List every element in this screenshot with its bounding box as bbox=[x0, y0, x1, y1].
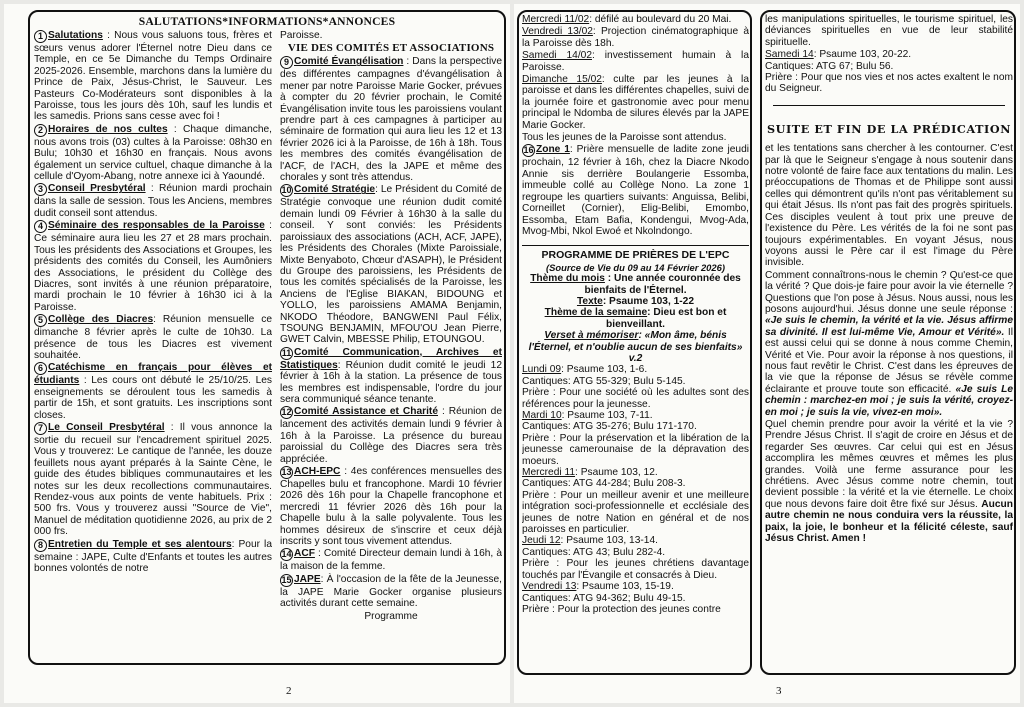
zone-text: : Prière mensuelle de ladite zone jeudi prochain, 12 février à 16h, chez la Diacre Nkodo Annie sis derrière Boulangerie Essomba, immeuble collé au Collège Nono. La zone 1 regroupe les quartiers suivants: Anguissa, Belibi, Corneillet (Cornier), Elig-Belibi, Emombo, Essomba, Etam Bafia, Kondengui, Mvog-Ada, Mvog-Mbi, Nkol Ewoé et Nkolndongo. bbox=[522, 144, 749, 237]
schedule-entry bbox=[522, 26, 749, 49]
week-theme-value: : Dieu est bon et bienveillant. bbox=[606, 307, 727, 330]
item-title: Collège des Diacres bbox=[48, 314, 154, 326]
prayer-day-label: Samedi 14 bbox=[765, 49, 814, 61]
item-title: Comité Assistance et Charité bbox=[294, 406, 438, 418]
schedule-text: : Projection cinématographique à la Paroisse dès 18h. bbox=[522, 26, 749, 49]
prayer-day-label: Vendredi 13 bbox=[522, 581, 577, 593]
text-reference bbox=[522, 296, 749, 307]
item-number: 1 bbox=[34, 30, 47, 43]
prayer-day-label: Mercredi 11 bbox=[522, 467, 576, 479]
prayer-day-priere: Prière : Pour les jeunes chrétiens davantage touchés par l'Évangile et consacrés à Dieu. bbox=[522, 558, 749, 581]
prayer-day-cantiques: Cantiques: ATG 55-329; Bulu 5-145. bbox=[522, 375, 686, 387]
prayer-day bbox=[522, 535, 749, 581]
prayer-programme-title: PROGRAMME DE PRIÈRES DE L'EPC bbox=[541, 249, 730, 262]
item-text: : Réunion mensuelle ce dimanche 8 février après le culte de 10h30. La présence de tous les Diacres est vivement souhaitée. bbox=[34, 314, 272, 361]
zone-title: Zone 1 bbox=[536, 144, 570, 156]
schedule-entry bbox=[522, 14, 749, 25]
sermon-paragraph-1: et les tentations sans chercher à les contourner. C'est par là que le Seigneur s'engage à nous soutenir dans notre volonté de faire face aux tentations du malin. Les préoccupations de Thomas et de Philippe sont aussi celles qui démontrent qu'ils n'ont pas véritablement su qui était Jésus. Ils n'ont pas fait des progrès spirituels. Ces disciples veulent à tout prix une preuve de l'existence du Père. Les vérités de la foi ne sont pas toujours expérimentables. En voyant Jésus, nous voyons aussi le Père car il est l'image du Père invisible. bbox=[765, 143, 1013, 269]
item-text: : Nous vous saluons tous, frères et sœurs venus adorer l'Éternel notre Dieu dans ce Temple, en ce 5e Dimanche du Temps Ordinaire 2025-2026. Ensemble, marchons dans la lumière du Prince de Paix, Jésus-Christ, le Sauveur. Les Pasteurs Co-Modérateurs sont disponibles à la Paroisse, tous les jours dès 10h, sauf les lundis et les samedis. Prions sans cesse avec foi ! bbox=[34, 30, 272, 123]
page-3 bbox=[514, 4, 1020, 703]
announcement-item bbox=[34, 539, 272, 575]
announcement-item bbox=[34, 30, 272, 123]
month-theme-value: : Une année couronnée des bienfaits de l'Éternel. bbox=[584, 273, 741, 296]
sermon-frame bbox=[760, 10, 1016, 675]
announcement-item bbox=[280, 466, 502, 547]
prayer-day-label: Jeudi 12 bbox=[522, 535, 561, 547]
committees-heading: VIE DES COMITÉS ET ASSOCIATIONS bbox=[287, 42, 495, 55]
text-value: : Psaume 103, 1-22 bbox=[602, 295, 695, 307]
page-number-2: 2 bbox=[286, 685, 292, 697]
week-theme-label: Thème de la semaine bbox=[544, 307, 648, 319]
announcement-item bbox=[34, 220, 272, 313]
sermon-paragraph-2 bbox=[765, 270, 1013, 418]
youth-week-schedule bbox=[522, 14, 749, 131]
schedule-frame bbox=[517, 10, 752, 675]
announcement-item bbox=[34, 362, 272, 421]
month-theme-label: Thème du mois bbox=[530, 273, 605, 285]
sermon-title: SUITE ET FIN DE LA PRÉDICATION bbox=[766, 121, 1012, 136]
announcement-item bbox=[280, 347, 502, 406]
week-theme bbox=[522, 307, 749, 330]
announcement-item bbox=[280, 406, 502, 465]
item-number: 6 bbox=[34, 362, 47, 375]
sermon-quote-2: «Je suis Le chemin : marchez-en moi ; je suis la vérité, croyez-en moi ; je suis la vie, vivez-en moi». bbox=[765, 383, 1013, 418]
announcements-frame bbox=[28, 10, 506, 665]
item-text: : À l'occasion de la fête de la Jeunesse, la JAPE Marie Gocker organise plusieurs activités durant cette semaine. bbox=[280, 573, 502, 610]
paroisse-continuation: Paroisse. bbox=[280, 30, 323, 41]
prayer-day-samedi bbox=[765, 49, 1013, 95]
prayer-day bbox=[522, 410, 749, 467]
item-text: : Chaque dimanche, nous avons trois (03) cultes à la Paroisse: 08h30 en Bulu; 10h30 et 16h30 en français. Nous avons également un service cultuel, chaque dimanche à la cellule d'Oyom-Abang, notre annexe ici à Yaoundé. bbox=[34, 123, 272, 183]
item-text: : Dans la perspective des différentes campagnes d'évangélisation à mener par notre Paroisse Marie Gocker, prévues à compter du 20 février prochain, le Comité Évangélisation invite tous les paroissiens voulant prendre part à ces campagnes à participer au séminaire de formation qui aura lieu les 12 et 13 février 2026 ici à la Paroisse, de 16h à 18h. Tous les membres des comités évangélisation de l'ACF, de l'ACH, des la JAPE et même des chorales y sont très attendus. bbox=[280, 56, 502, 184]
sermon-paragraph-3 bbox=[765, 419, 1013, 544]
item-text: : 4es conférences mensuelles des Chapelles bulu et francophone. Mardi 10 février 2026 dès 16h pour la Chapelle francophone et mercredi 11 février 2026 dès 16h pour la Chapelle bulu à la salle polyvalente. Tous les hommes désireux de s'inscrire et ceux déjà inscrits y sont tous vivement attendus. bbox=[280, 466, 502, 548]
item-number: 9 bbox=[280, 56, 293, 69]
announcement-item bbox=[34, 183, 272, 219]
item-number: 15 bbox=[281, 574, 292, 585]
prayer-day-psalm: : Psaume 103, 13-14. bbox=[560, 535, 658, 547]
item-number: 4 bbox=[34, 220, 47, 233]
prayer-day-cantiques: Cantiques: ATG 35-276; Bulu 171-170. bbox=[522, 421, 697, 433]
page-number-3: 3 bbox=[776, 685, 782, 697]
item-title: Salutations bbox=[48, 30, 103, 41]
item-title: ACF bbox=[294, 548, 315, 560]
item-text: : Pour la semaine : JAPE, Culte d'Enfants et toutes les autres bonnes volontés de notre bbox=[34, 538, 272, 575]
prayer-day bbox=[522, 364, 749, 410]
sermon-conclusion: Aucun autre chemin ne nous conduira vers la réussite, la paix, la joie, le bonheur et la félicité céleste, sauf Jésus Christ. Amen ! bbox=[765, 498, 1013, 545]
prayer-day-cantiques: Cantiques: ATG 94-362; Bulu 49-15. bbox=[522, 592, 686, 604]
item-number: 14 bbox=[281, 549, 292, 560]
item-text: : Ce séminaire aura lieu les 27 et 28 mars prochain. Tous les présidents des Associations et Groupes, les présidents des comités du Conseil, les Aumôniers des Associations, le président du Collège des Diacres, sont invités à une réunion préparatoire, mardi prochain le 10 février à 16h30 ici à la Paroisse. bbox=[34, 220, 272, 313]
prayer-day-priere: Prière : Pour un meilleur avenir et une meilleure intégration soci-professionnelle et ecclésiale des jeunes de notre Nation en général et de nos paroisses en particulier. bbox=[522, 489, 749, 536]
item-title: Comité Stratégie bbox=[294, 184, 376, 196]
programme-footer: Programme bbox=[364, 610, 418, 622]
item-text: : Réunion dudit comité le jeudi 12 février à 16h à la station. La présence de tous les membres est indispensable, l'ordre du jour sera communiqué séance tenante. bbox=[280, 359, 502, 405]
committees-list bbox=[280, 56, 502, 609]
item-text: : Comité Directeur demain lundi à 16h, à la maison de la femme. bbox=[280, 548, 502, 573]
schedule-text: : investissement humain à la Paroisse. bbox=[522, 50, 749, 73]
announcements-left-column bbox=[34, 30, 272, 662]
schedule-day: Mercredi 11/02 bbox=[522, 14, 590, 25]
memory-verse-value: : «Mon âme, bénis l'Éternel, et n'oublie aucun de ses bienfaits» v.2 bbox=[528, 330, 743, 364]
sermon-column bbox=[765, 14, 1013, 672]
prayer-day-priere: Prière : Pour que nos vies et nos actes exaltent le nom du Seigneur. bbox=[765, 72, 1013, 95]
schedule-text: : défilé au boulevard du 20 Mai. bbox=[589, 14, 732, 25]
announcements-right-column bbox=[280, 30, 502, 662]
item-title: JAPE bbox=[294, 573, 321, 585]
item-text: : Réunion de lancement des activités demain lundi 9 février à 16h à la Paroisse. La présence du bureau paroissial du Collège des Diacres sera très appréciée. bbox=[280, 406, 502, 465]
prayer-day-psalm: : Psaume 103, 20-22. bbox=[813, 49, 912, 61]
item-text: : Les cours ont débuté le 25/10/25. Les enseignements se déroulent tous les samedis à partir de 15h, et sont gratuits. Les inscriptions sont closes. bbox=[34, 375, 272, 421]
announcement-item bbox=[280, 574, 502, 610]
item-title: ACH-EPC bbox=[294, 466, 341, 477]
prayer-day-psalm: : Psaume 103, 1-6. bbox=[561, 364, 648, 376]
sermon-paragraph-2b: Il est aussi celui qui se donne à nous comme Chemin, Vérité et Vie. Pour avoir la réponse à nos questions, il nous faut revêtir le Christ. C'est dans les épreuves de la vie que la réponse de Jésus se révèle comme éclairante et prouve toute son efficacité. bbox=[765, 326, 1013, 395]
youth-footer: Tous les jeunes de la Paroisse sont attendus. bbox=[522, 132, 727, 144]
item-number: 2 bbox=[34, 124, 47, 137]
schedule-day: Vendredi 13/02 bbox=[522, 26, 593, 38]
sermon-paragraph-3a: Quel chemin prendre pour avoir la vérité et la vie ? Prendre Jésus Christ. Il s'agit de croire en Jésus et de regarder Ses œuvres. Car celui qui est en Jésus accomplira les mêmes œuvres et mêmes les plus grandes. Voilà une ferme assurance pour les chrétiens. Avec Jésus comme notre chemin, tout devient possible : la vérité et la vie éternelle. Le choix que nous devons faire doit être fixé sur Jésus. bbox=[765, 419, 1013, 510]
prayer-day-label: Lundi 09 bbox=[522, 364, 562, 376]
item-title: Séminaire des responsables de la Paroisse bbox=[48, 220, 265, 232]
announcements-banner: SALUTATIONS*INFORMATIONS*ANNONCES bbox=[138, 15, 396, 28]
announcement-item bbox=[34, 422, 272, 538]
item-number: 8 bbox=[34, 539, 47, 552]
item-text: : Réunion mardi prochain dans la salle de session. Tous les Anciens, membres dudit conseil sont attendus. bbox=[34, 183, 272, 219]
item-number: 10 bbox=[281, 185, 292, 196]
item-number: 5 bbox=[34, 314, 47, 327]
announcement-item bbox=[34, 314, 272, 361]
item-number: 11 bbox=[281, 347, 292, 358]
prayer-day-cantiques: Cantiques: ATG 43; Bulu 282-4. bbox=[522, 546, 666, 558]
prayer-day-cantiques: Cantiques: ATG 67; Bulu 56. bbox=[765, 60, 894, 72]
zone-number: 16 bbox=[523, 145, 534, 156]
announcement-item bbox=[280, 548, 502, 572]
memory-verse-label: Verset à mémoriser bbox=[544, 330, 639, 342]
prayer-day bbox=[522, 581, 749, 615]
page-2 bbox=[4, 4, 510, 703]
item-title: Comité Communication, Archives et Statistiques bbox=[280, 346, 502, 371]
sermon-paragraph-2a: Comment connaîtrons-nous le chemin ? Qu'est-ce que la vérité ? Que dois-je faire pour avoir la vie éternelle ? Questions que l'on pose à Jésus. Nous aussi, nous les posons aujourd'hui. Jésus donne une seule réponse : bbox=[765, 269, 1013, 315]
prayer-day-psalm: : Psaume 103, 15-19. bbox=[576, 581, 674, 593]
item-title: Comité Évangélisation bbox=[294, 56, 404, 68]
prayer-day-label: Mardi 10 bbox=[522, 410, 562, 421]
text-label: Texte bbox=[576, 295, 603, 307]
prayer-divider bbox=[522, 245, 749, 246]
item-title: Horaires de nos cultes bbox=[48, 123, 168, 135]
schedule-entry bbox=[522, 74, 749, 131]
item-number: 12 bbox=[281, 407, 292, 418]
item-text: : Le Président du Comité de Stratégie convoque une réunion dudit comité demain lundi 09 Février à 16h30 à la salle du conseil. Y sont conviés: les Présidents paroissiaux des associations (ACH, ACF, JAPE), les Présidents des Chorales (Mixte Paroissiale, Mixte Benyaboto, Chœur d'ASAPH), le Président du Groupe des paroissiens, les Présidents de tous les comités spécialisés de la Paroisse, les Anciens de l'Eglise BIAKAN, BIDOUNG et YOLLO, les paroissiens AMAMA Benjamin, NKODO Théodore, BANGWENI Paul Félix, TSOUNG BENJAMIN, MFOU'OU Jean Pierre, GWET Calvin, MBESSE Philip, ETOUNGOU. bbox=[280, 184, 502, 346]
item-number: 3 bbox=[34, 183, 47, 196]
item-number: 13 bbox=[281, 467, 292, 477]
item-title: Le Conseil Presbytéral bbox=[48, 421, 165, 433]
prayer-source: (Source de Vie du 09 au 14 Février 2026) bbox=[546, 261, 725, 273]
announcement-item bbox=[34, 124, 272, 183]
schedule-day: Samedi 14/02 bbox=[522, 50, 592, 62]
zone-1-announcement bbox=[522, 144, 749, 237]
item-title: Catéchisme en français pour élèves et étudiants bbox=[34, 362, 272, 387]
schedule-entry bbox=[522, 50, 749, 73]
prayer-day-priere: Prière : Pour une société où les adultes sont des références pour la jeunesse. bbox=[522, 387, 749, 410]
memory-verse bbox=[522, 330, 749, 364]
announcement-item bbox=[280, 56, 502, 183]
item-title: Conseil Presbytéral bbox=[48, 183, 146, 195]
month-theme bbox=[522, 273, 749, 296]
item-title: Entretien du Temple et ses alentours bbox=[48, 538, 232, 550]
schedule-text: : culte par les jeunes à la paroisse et dans les différentes chapelles, suivi de la journée foire et gastronomie avec pour menu principal le Ndomba de silures élevés par la JAPE Marie Gocker. bbox=[522, 74, 749, 131]
item-text: : Il vous annonce la sortie du recueil sur l'encadrement spirituel 2025. Vous y trouverez: Le cantique de l'année, les douze feuillets nous ayant préparés à la Sainte Cène, le guide des études bibliques communautaires et les notes sur les deux recollections communautaires. Rendez-vous aux points de vente habituels. Prix : 500 frs. Vous y trouverez aussi "Source de Vie", Manuel de méditation quotidienne 2026, au prix de 2 000 frs. bbox=[34, 421, 272, 538]
schedule-column bbox=[522, 14, 749, 672]
item-number: 7 bbox=[34, 422, 47, 435]
schedule-day: Dimanche 15/02 bbox=[522, 74, 602, 86]
prayer-day-priere: Prière : Pour la protection des jeunes contre bbox=[522, 603, 721, 615]
prayer-day-cantiques: Cantiques: ATG 44-284; Bulu 208-3. bbox=[522, 478, 686, 490]
prayer-day-psalm: : Psaume 103, 12. bbox=[575, 467, 658, 479]
prayer-day-priere: Prière : Pour la préservation et la libération de la jeunesse camerounaise de la dépravation des moeurs. bbox=[522, 432, 749, 467]
prayer-day-psalm: : Psaume 103, 7-11. bbox=[561, 410, 653, 421]
prayer-days-list bbox=[522, 364, 749, 615]
prayer-continuation: les manipulations spirituelles, le tourisme spirituel, les déviances spirituelles en vue de leur stabilité spirituelle. bbox=[765, 14, 1013, 48]
sermon-quote-1: «Je suis le chemin, la vérité et la vie. Jésus affirme sa divinité. Il est lui-même Vie, Amour et Vérité». bbox=[765, 315, 1013, 338]
sermon-divider bbox=[773, 105, 1005, 106]
announcement-item bbox=[280, 184, 502, 345]
prayer-day bbox=[522, 467, 749, 535]
